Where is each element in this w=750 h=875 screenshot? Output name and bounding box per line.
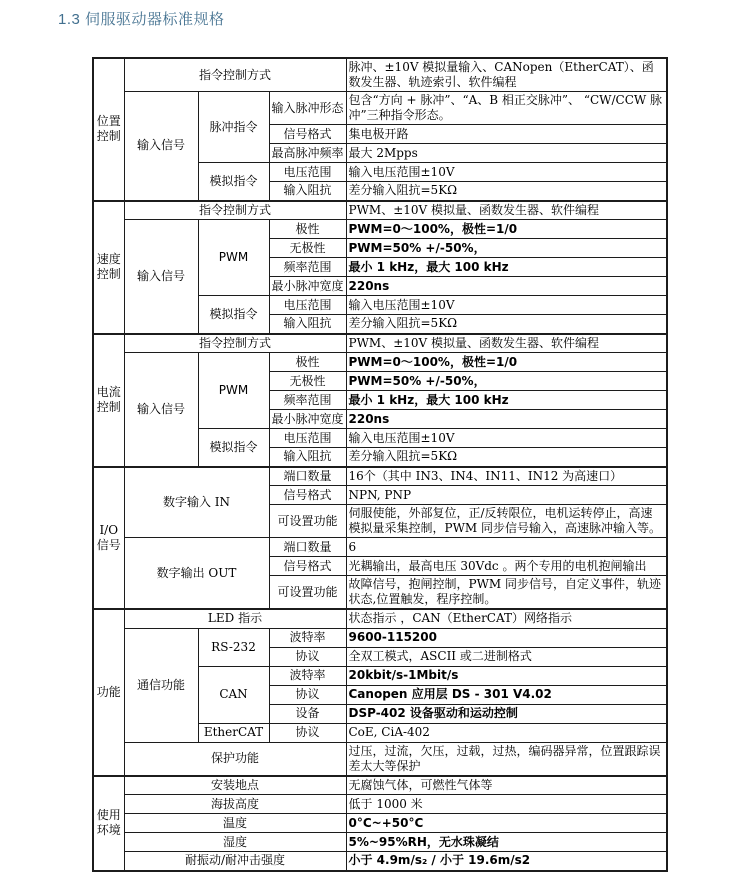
fn-can-device-value: DSP-402 设备驱动和运动控制	[346, 704, 667, 723]
fn-can-baud-label: 波特率	[269, 666, 346, 685]
fn-rs232-label: RS-232	[198, 628, 269, 666]
position-input-impedance-label: 输入阻抗	[269, 182, 346, 201]
io-dout-port-count-label: 端口数量	[269, 538, 346, 557]
current-no-polarity-label: 无极性	[269, 372, 346, 391]
position-signal-format-value: 集电极开路	[346, 125, 667, 144]
current-polarity-value: PWM=0～100%，极性=1/0	[346, 353, 667, 372]
position-input-impedance-value: 差分输入阻抗=5KΩ	[346, 182, 667, 201]
io-dout-signal-format-value: 光耦输出，最高电压 30Vdc 。两个专用的电机抱闸输出	[346, 557, 667, 576]
fn-can-device-label: 设备	[269, 704, 346, 723]
current-input-signal-label: 输入信号	[124, 353, 198, 467]
speed-pwm-label: PWM	[198, 220, 269, 296]
servo-spec-table	[92, 57, 668, 872]
current-input-impedance-value: 差分输入阻抗=5KΩ	[346, 448, 667, 467]
position-max-pulse-freq-label: 最高脉冲频率	[269, 144, 346, 163]
fn-comm-function-label: 通信功能	[124, 628, 198, 742]
env-altitude-value: 低于 1000 米	[346, 795, 667, 814]
io-din-signal-format-label: 信号格式	[269, 486, 346, 505]
fn-led-indicator-label: LED 指示	[124, 609, 346, 628]
speed-no-polarity-label: 无极性	[269, 239, 346, 258]
position-command-mode-value: 脉冲、±10V 模拟量输入、CANopen（EtherCAT）、函数发生器、轨迹索引、软件编程	[346, 58, 667, 92]
current-command-mode-value: PWM、±10V 模拟量、函数发生器、软件编程	[346, 334, 667, 353]
current-min-pulse-width-value: 220ns	[346, 410, 667, 429]
io-digital-input-label: 数字输入 IN	[124, 467, 269, 538]
env-install-site-value: 无腐蚀气体，可燃性气体等	[346, 776, 667, 795]
io-dout-signal-format-label: 信号格式	[269, 557, 346, 576]
group-speed-control: 速度控制	[93, 201, 124, 334]
fn-protection-value: 过压，过流，欠压，过载，过热，编码器异常，位置跟踪误差太大等保护	[346, 742, 667, 776]
group-position-control: 位置控制	[93, 58, 124, 201]
fn-can-protocol-value: Canopen 应用层 DS - 301 V4.02	[346, 685, 667, 704]
position-analog-command-label: 模拟指令	[198, 163, 269, 201]
fn-can-baud-value: 20kbit/s-1Mbit/s	[346, 666, 667, 685]
env-temperature-label: 温度	[124, 814, 346, 833]
position-input-signal-label: 输入信号	[124, 92, 198, 201]
current-polarity-label: 极性	[269, 353, 346, 372]
speed-freq-range-value: 最小 1 kHz，最大 100 kHz	[346, 258, 667, 277]
current-voltage-range-value: 输入电压范围±10V	[346, 429, 667, 448]
speed-input-impedance-label: 输入阻抗	[269, 315, 346, 334]
position-voltage-range-value: 输入电压范围±10V	[346, 163, 667, 182]
current-freq-range-label: 频率范围	[269, 391, 346, 410]
speed-min-pulse-width-value: 220ns	[346, 277, 667, 296]
env-temperature-value: 0°C~+50°C	[346, 814, 667, 833]
fn-led-indicator-value: 状态指示 ，CAN（EtherCAT）网络指示	[346, 609, 667, 628]
speed-input-impedance-value: 差分输入阻抗=5KΩ	[346, 315, 667, 334]
current-command-mode-label: 指令控制方式	[124, 334, 346, 353]
speed-analog-command-label: 模拟指令	[198, 296, 269, 334]
fn-rs232-baud-label: 波特率	[269, 628, 346, 647]
group-environment: 使用环境	[93, 776, 124, 871]
env-install-site-label: 安装地点	[124, 776, 346, 795]
position-max-pulse-freq-value: 最大 2Mpps	[346, 144, 667, 163]
env-vibration-shock-label: 耐振动/耐冲击强度	[124, 852, 346, 871]
current-pwm-label: PWM	[198, 353, 269, 429]
position-pulse-form-value: 包含“方向 + 脉冲”、“A、B 相正交脉冲”、 “CW/CCW 脉冲”三种指令形态。	[346, 92, 667, 125]
fn-can-label: CAN	[198, 666, 269, 723]
speed-command-mode-label: 指令控制方式	[124, 201, 346, 220]
position-pulse-form-label: 输入脉冲形态	[269, 92, 346, 125]
io-digital-output-label: 数字输出 OUT	[124, 538, 269, 610]
speed-no-polarity-value: PWM=50% +/-50%，	[346, 239, 667, 258]
current-freq-range-value: 最小 1 kHz，最大 100 kHz	[346, 391, 667, 410]
page-title: 1.3 伺服驱动器标准规格	[58, 11, 225, 28]
current-min-pulse-width-label: 最小脉冲宽度	[269, 410, 346, 429]
io-din-settable-func-label: 可设置功能	[269, 505, 346, 538]
speed-freq-range-label: 频率范围	[269, 258, 346, 277]
env-altitude-label: 海拔高度	[124, 795, 346, 814]
env-humidity-value: 5%~95%RH，无水珠凝结	[346, 833, 667, 852]
io-dout-port-count-value: 6	[346, 538, 667, 557]
position-command-mode-label: 指令控制方式	[124, 58, 346, 92]
env-humidity-label: 湿度	[124, 833, 346, 852]
group-io-signal: I/O信号	[93, 467, 124, 610]
fn-ethercat-protocol-value: CoE, CiA-402	[346, 723, 667, 742]
fn-ethercat-label: EtherCAT	[198, 723, 269, 742]
current-voltage-range-label: 电压范围	[269, 429, 346, 448]
group-current-control: 电流控制	[93, 334, 124, 467]
speed-voltage-range-label: 电压范围	[269, 296, 346, 315]
io-din-port-count-label: 端口数量	[269, 467, 346, 486]
io-din-settable-func-value: 伺服使能，外部复位，正/反转限位，电机运转停止，高速模拟量采集控制，PWM 同步信号输入，高速脉冲输入等。	[346, 505, 667, 538]
fn-protection-label: 保护功能	[124, 742, 346, 776]
speed-input-signal-label: 输入信号	[124, 220, 198, 334]
env-vibration-shock-value: 小于 4.9m/s₂ / 小于 19.6m/s2	[346, 852, 667, 871]
speed-polarity-label: 极性	[269, 220, 346, 239]
current-no-polarity-value: PWM=50% +/-50%，	[346, 372, 667, 391]
fn-rs232-protocol-label: 协议	[269, 647, 346, 666]
speed-voltage-range-value: 输入电压范围±10V	[346, 296, 667, 315]
fn-rs232-protocol-value: 全双工模式，ASCII 或二进制格式	[346, 647, 667, 666]
speed-command-mode-value: PWM、±10V 模拟量、函数发生器、软件编程	[346, 201, 667, 220]
fn-ethercat-protocol-label: 协议	[269, 723, 346, 742]
speed-min-pulse-width-label: 最小脉冲宽度	[269, 277, 346, 296]
io-din-port-count-value: 16个（其中 IN3、IN4、IN11、IN12 为高速口）	[346, 467, 667, 486]
io-dout-settable-func-value: 故障信号，抱闸控制，PWM 同步信号，自定义事件，轨迹状态,位置触发，程序控制。	[346, 576, 667, 610]
current-input-impedance-label: 输入阻抗	[269, 448, 346, 467]
position-signal-format-label: 信号格式	[269, 125, 346, 144]
speed-polarity-value: PWM=0～100%，极性=1/0	[346, 220, 667, 239]
group-function: 功能	[93, 609, 124, 776]
position-pulse-command-label: 脉冲指令	[198, 92, 269, 163]
current-analog-command-label: 模拟指令	[198, 429, 269, 467]
fn-can-protocol-label: 协议	[269, 685, 346, 704]
io-din-signal-format-value: NPN, PNP	[346, 486, 667, 505]
position-voltage-range-label: 电压范围	[269, 163, 346, 182]
fn-rs232-baud-value: 9600-115200	[346, 628, 667, 647]
io-dout-settable-func-label: 可设置功能	[269, 576, 346, 610]
